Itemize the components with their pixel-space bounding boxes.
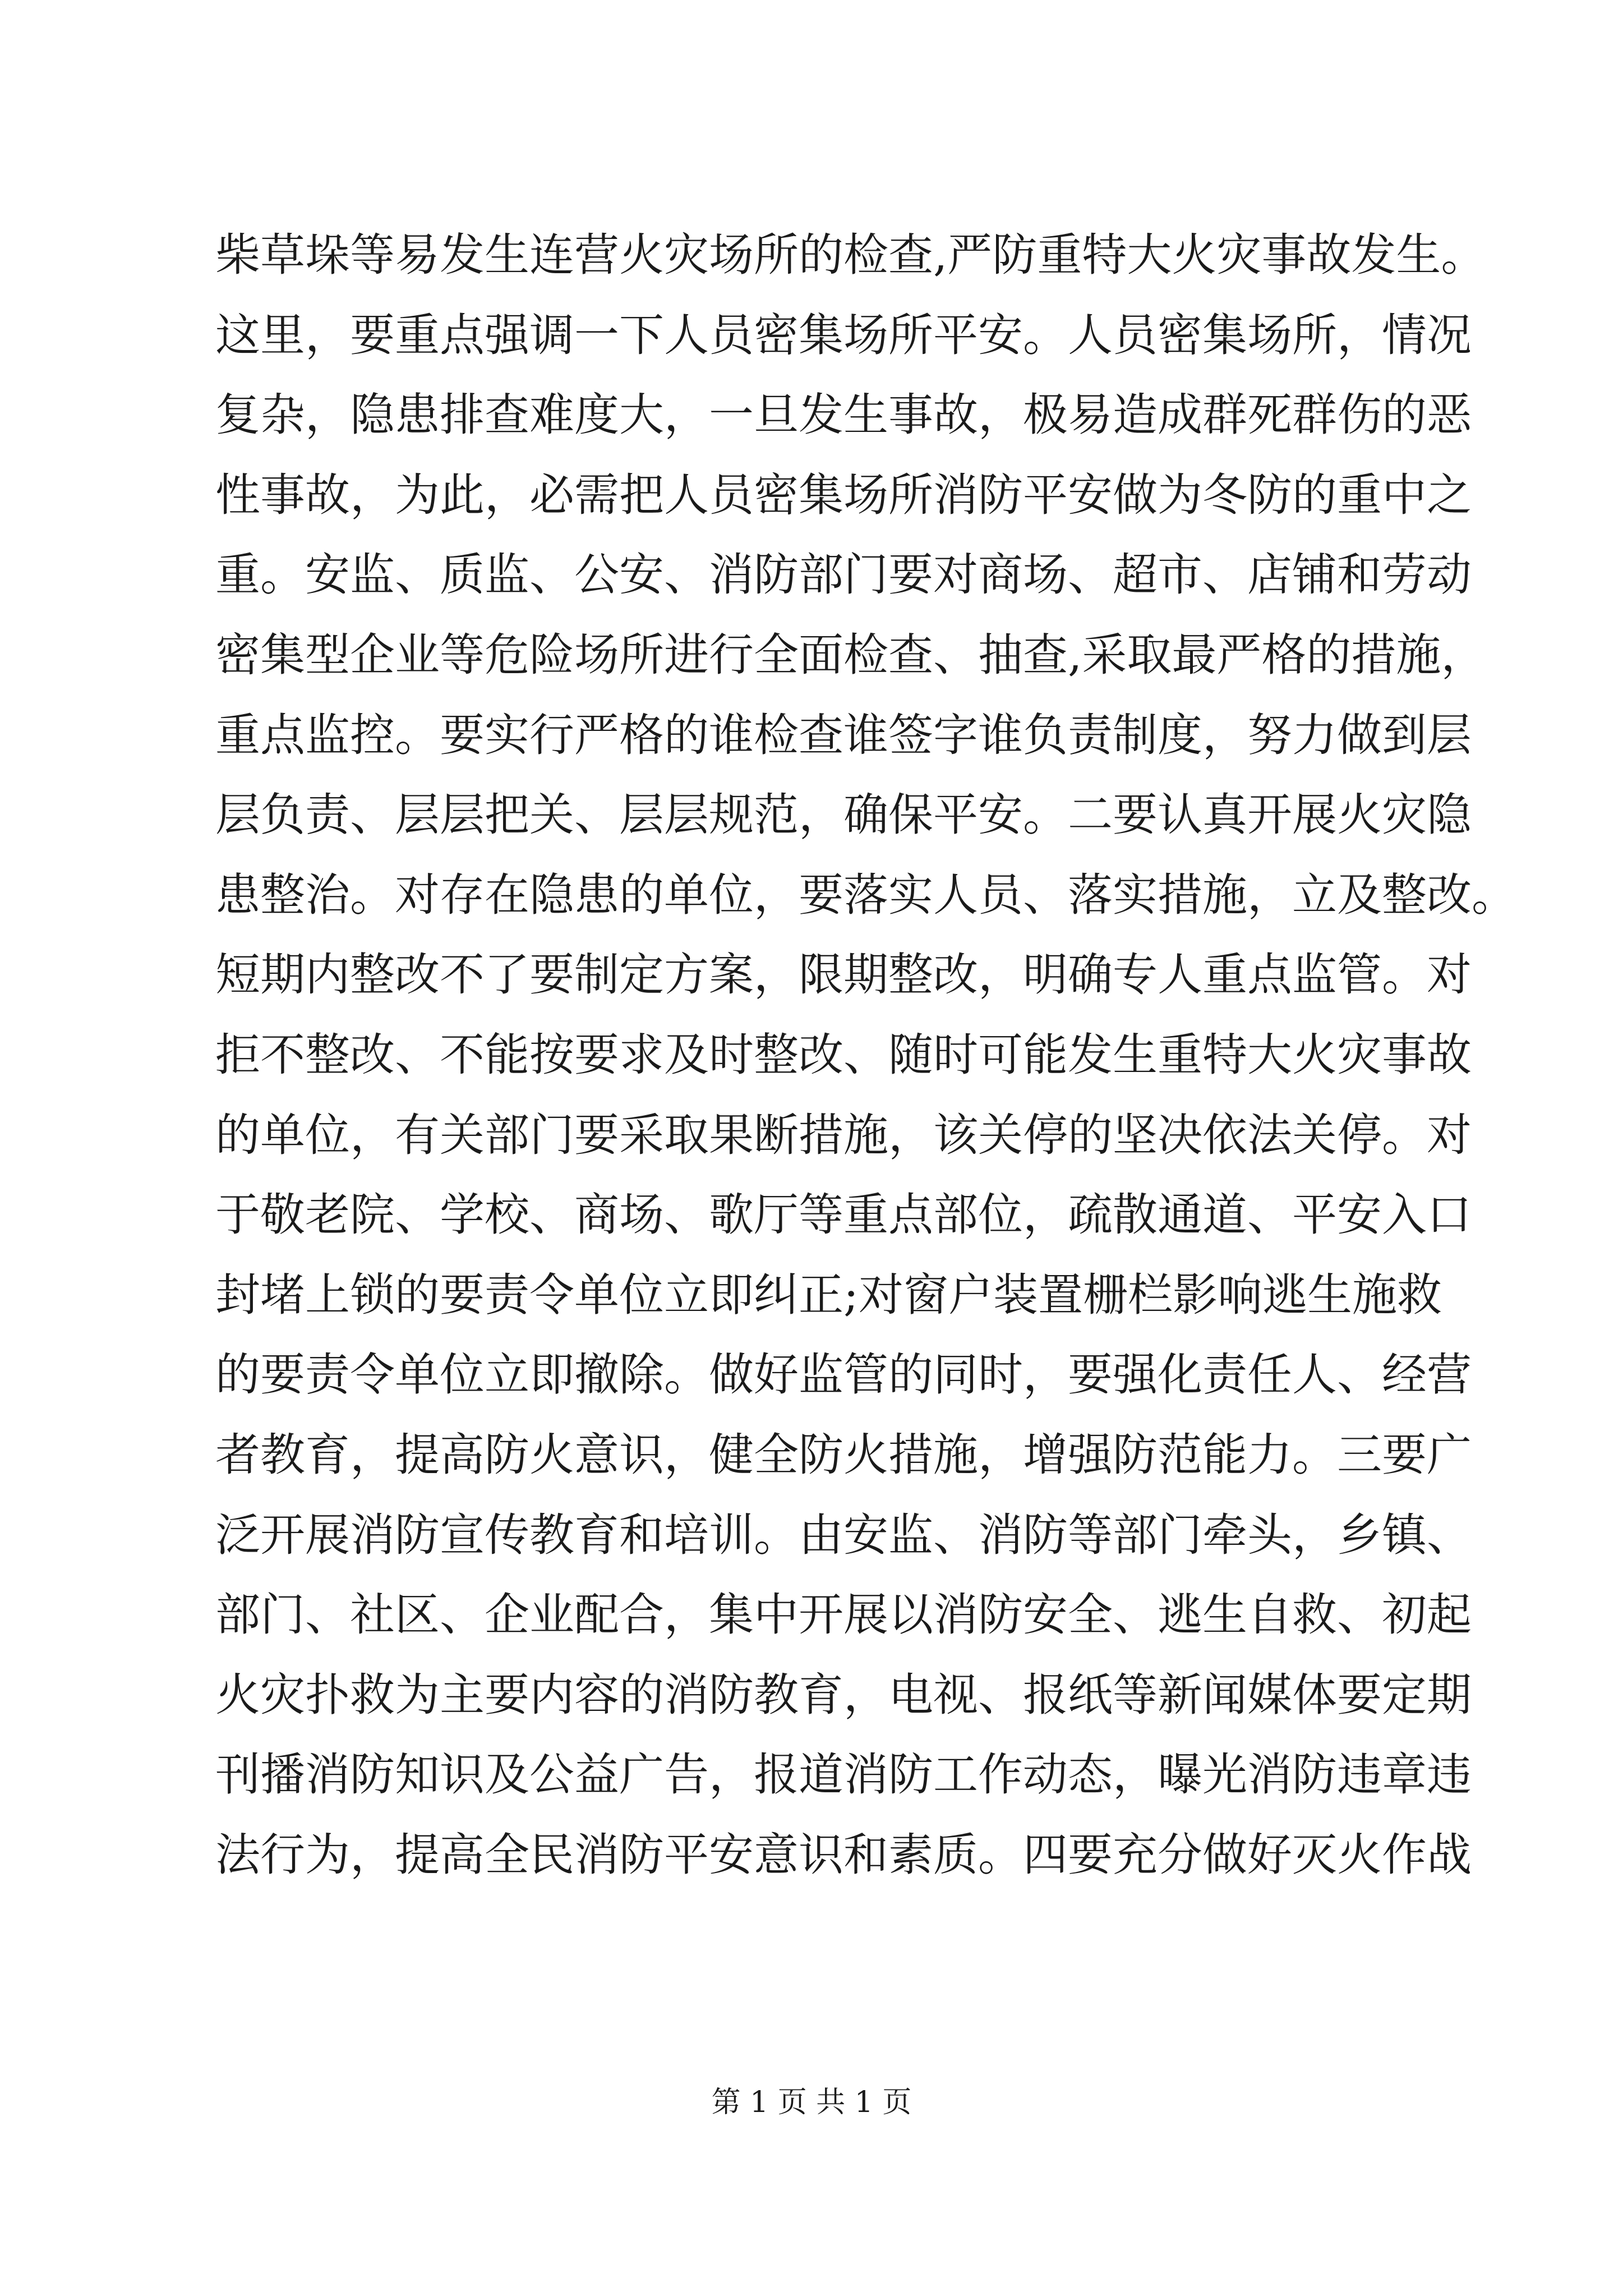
text-line: 这里，要重点强调一下人员密集场所平安。人员密集场所，情况 [215, 309, 1472, 361]
text-line: 的单位，有关部门要采取果断措施，该关停的坚决依法关停。对 [215, 1108, 1472, 1161]
text-line: 柴草垛等易发生连营火灾场所的检查,严防重特大火灾事故发生。 [215, 229, 1486, 281]
text-line: 于敬老院、学校、商场、歌厅等重点部位，疏散通道、平安入口 [215, 1189, 1472, 1241]
body-text [215, 215, 1516, 1895]
text-line: 重点监控。要实行严格的谁检查谁签字谁负责制度，努力做到层 [215, 708, 1472, 761]
text-line: 法行为，提高全民消防平安意识和素质。四要充分做好灭火作战 [215, 1828, 1472, 1881]
page-number-label: 第 1 页 共 1 页 [711, 2086, 912, 2119]
text-line: 火灾扑救为主要内容的消防教育，电视、报纸等新闻媒体要定期 [215, 1668, 1472, 1721]
text-line: 刊播消防知识及公益广告，报道消防工作动态，曝光消防违章违 [215, 1749, 1472, 1801]
text-line: 密集型企业等危险场所进行全面检查、抽查,采取最严格的措施， [215, 628, 1486, 681]
text-line: 重。安监、质监、公安、消防部门要对商场、超市、店铺和劳动 [215, 549, 1472, 601]
page-footer [0, 2085, 1623, 2120]
text-line: 复杂，隐患排查难度大，一旦发生事故，极易造成群死群伤的恶 [215, 389, 1472, 441]
text-line: 部门、社区、企业配合，集中开展以消防安全、逃生自救、初起 [215, 1589, 1472, 1641]
text-line: 性事故，为此，必需把人员密集场所消防平安做为冬防的重中之 [215, 468, 1472, 521]
text-line: 封堵上锁的要责令单位立即纠正;对窗户装置栅栏影响逃生施救 [215, 1268, 1442, 1321]
text-line: 的要责令单位立即撤除。做好监管的同时，要强化责任人、经营 [215, 1349, 1472, 1401]
text-line: 短期内整改不了要制定方案，限期整改，明确专人重点监管。对 [215, 949, 1472, 1001]
text-line: 拒不整改、不能按要求及时整改、随时可能发生重特大火灾事故 [215, 1028, 1472, 1081]
text-line: 层负责、层层把关、层层规范，确保平安。二要认真开展火灾隐 [215, 789, 1472, 841]
text-line: 泛开展消防宣传教育和培训。由安监、消防等部门牵头，乡镇、 [215, 1508, 1472, 1561]
text-line: 者教育，提高防火意识，健全防火措施，增强防范能力。三要广 [215, 1428, 1472, 1481]
text-line: 患整治。对存在隐患的单位，要落实人员、落实措施，立及整改。 [215, 868, 1516, 921]
